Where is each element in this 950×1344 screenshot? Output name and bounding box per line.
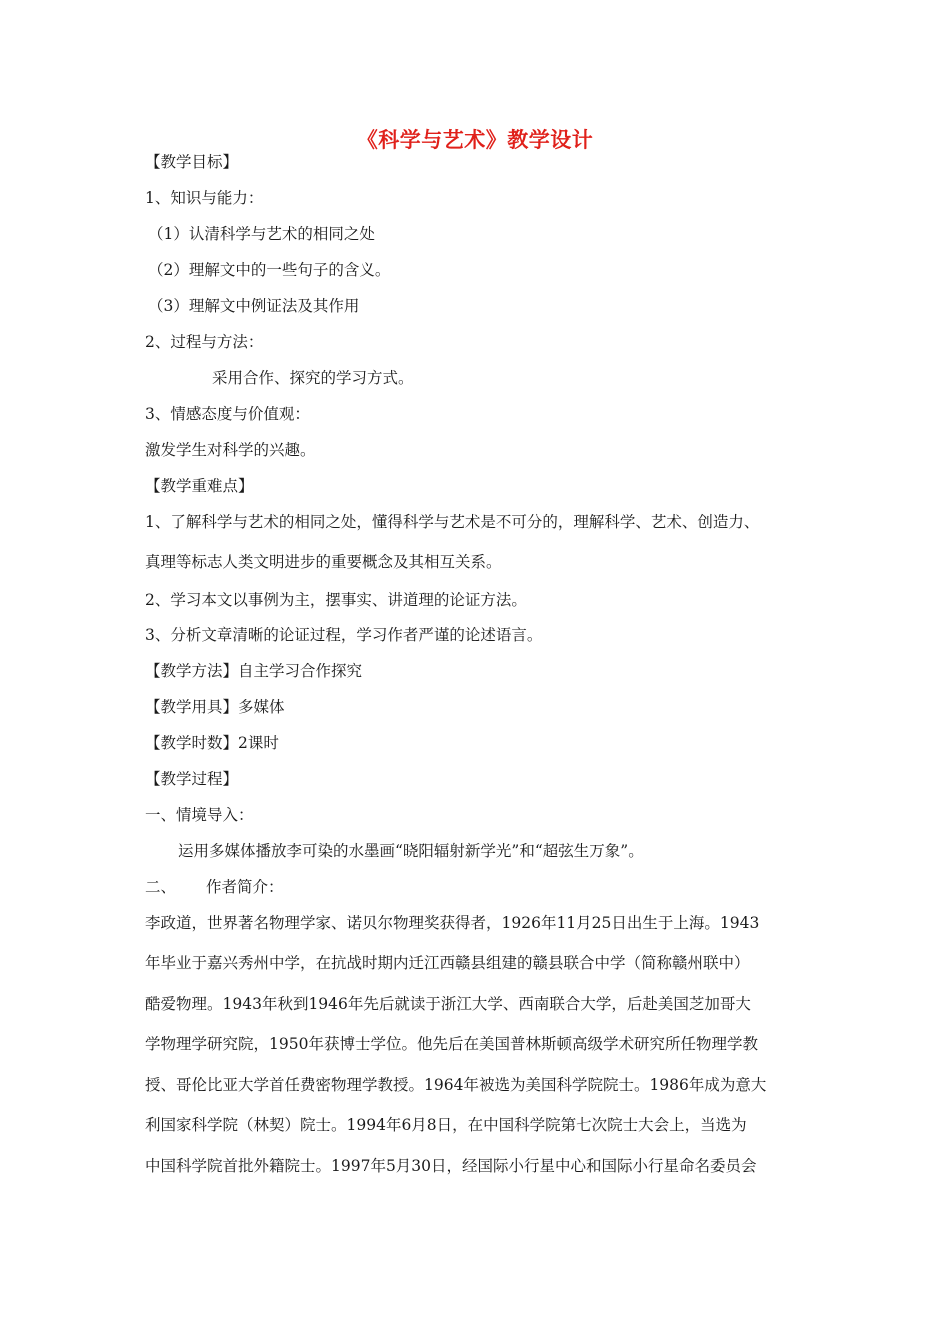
document-title: 《科学与艺术》教学设计 <box>356 127 594 152</box>
objective-attitude-heading: 3、情感态度与价值观： <box>145 405 310 423</box>
author-bio-line-3: 酷爱物理。1943年秋到1946年先后就读于浙江大学、西南联合大学，后赴美国芝加哥大 <box>145 995 751 1013</box>
key-point-1-line-2: 真理等标志人类文明进步的重要概念及其相互关系。 <box>145 553 502 571</box>
objective-process-text: 采用合作、探究的学习方式。 <box>212 369 414 387</box>
author-bio-line-1: 李政道，世界著名物理学家、诺贝尔物理奖获得者，1926年11月25日出生于上海。1943 <box>145 914 760 932</box>
section-heading-key-points: 【教学重难点】 <box>145 477 254 495</box>
objective-attitude-text: 激发学生对科学的兴趣。 <box>145 441 316 459</box>
process-step-2-number: 二、 <box>145 878 177 896</box>
author-bio-line-6: 利国家科学院（林契）院士。1994年6月8日，在中国科学院第七次院士大会上，当选为 <box>145 1116 747 1134</box>
process-step-2-heading <box>145 877 284 897</box>
author-bio-line-7: 中国科学院首批外籍院士。1997年5月30日，经国际小行星中心和国际小行星命名委员会 <box>145 1157 757 1175</box>
process-step-1-text: 运用多媒体播放李可染的水墨画“晓阳辐射新学光”和“超弦生万象”。 <box>178 842 644 860</box>
objective-item-2: （2）理解文中的一些句子的含义。 <box>148 261 391 279</box>
author-bio-line-5: 授、哥伦比亚大学首任费密物理学教授。1964年被选为美国科学院院士。1986年成为意大 <box>145 1076 767 1094</box>
objective-knowledge-heading: 1、知识与能力： <box>145 189 264 207</box>
key-point-2: 2、学习本文以事例为主，摆事实、讲道理的论证方法。 <box>145 591 527 609</box>
author-bio-line-4: 学物理学研究院，1950年获博士学位。他先后在美国普林斯顿高级学术研究所任物理学教 <box>145 1035 758 1053</box>
key-point-1-line-1: 1、了解科学与艺术的相同之处，懂得科学与艺术是不可分的，理解科学、艺术、创造力、 <box>145 513 760 531</box>
objective-process-heading: 2、过程与方法： <box>145 333 264 351</box>
section-heading-objectives: 【教学目标】 <box>145 153 239 171</box>
section-teaching-tools: 【教学用具】多媒体 <box>145 698 285 716</box>
section-heading-process: 【教学过程】 <box>145 770 239 788</box>
objective-item-3: （3）理解文中例证法及其作用 <box>148 297 360 315</box>
process-step-2-label: 作者简介： <box>206 878 284 896</box>
author-bio-line-2: 年毕业于嘉兴秀州中学，在抗战时期内迁江西赣县组建的赣县联合中学（简称赣州联中） <box>145 954 750 972</box>
objective-item-1: （1）认清科学与艺术的相同之处 <box>148 225 375 243</box>
section-teaching-hours: 【教学时数】2课时 <box>145 734 279 752</box>
key-point-3: 3、分析文章清晰的论证过程，学习作者严谨的论述语言。 <box>145 626 543 644</box>
section-teaching-method: 【教学方法】自主学习合作探究 <box>145 662 363 680</box>
process-step-1-heading: 一、情境导入： <box>145 806 254 824</box>
